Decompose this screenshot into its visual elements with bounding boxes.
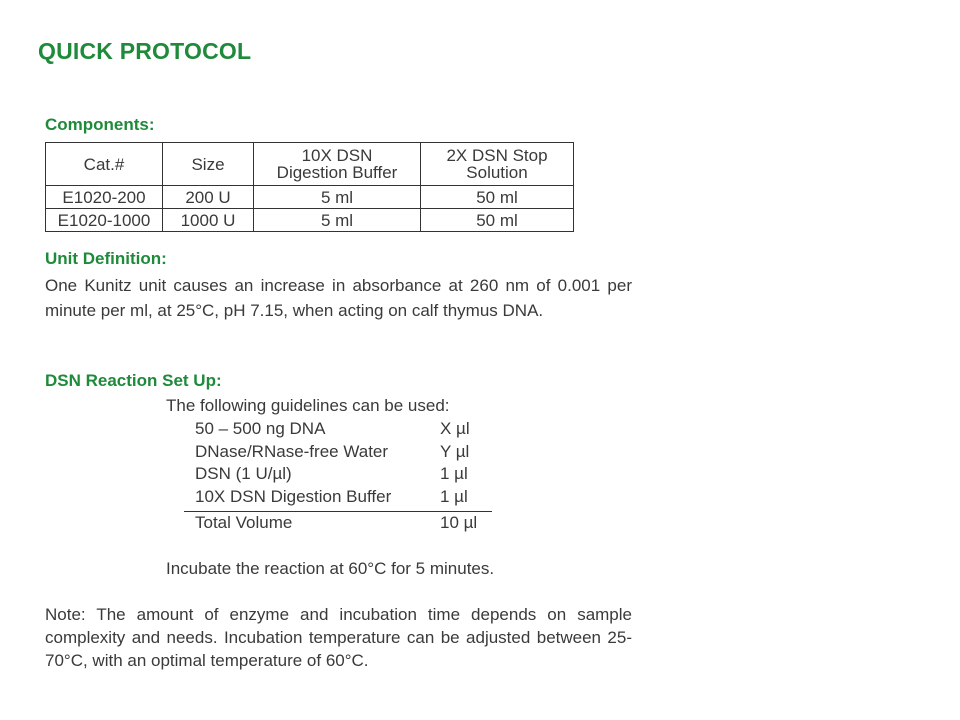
header-size: Size (163, 143, 254, 186)
recipe-amount: 1 µl (440, 486, 468, 506)
recipe-row (184, 419, 492, 442)
recipe-total-row (184, 513, 492, 535)
recipe-amount: X µl (440, 419, 470, 438)
recipe-item: DSN (1 U/µl) (195, 464, 292, 483)
recipe-row (184, 487, 492, 510)
note-text: Note: The amount of enzyme and incubation time depends on sample complexity and needs. Incubation temperature can be adjusted between 25-70°C, with an optimal temperature of 60°C. (45, 605, 632, 670)
table-row (46, 209, 574, 232)
header-stop: 2X DSN Stop Solution (421, 143, 574, 186)
reaction-recipe (184, 419, 492, 535)
table-row (46, 186, 574, 209)
incubation-instruction: Incubate the reaction at 60°C for 5 minutes. (166, 559, 495, 578)
table-header-row (46, 143, 574, 186)
cell-size: 1000 U (163, 209, 254, 232)
header-cat: Cat.# (46, 143, 163, 186)
total-label: Total Volume (195, 513, 293, 532)
page-title: QUICK PROTOCOL (38, 38, 252, 64)
cell-buffer: 5 ml (254, 186, 421, 209)
total-divider (184, 511, 492, 512)
cell-cat: E1020-200 (46, 186, 163, 209)
recipe-amount: Y µl (440, 441, 470, 461)
unit-definition-text: One Kunitz unit causes an increase in absorbance at 260 nm of 0.001 per minute per ml, at 25°C, pH 7.15, when acting on calf thymus DNA. (45, 276, 632, 320)
recipe-row (184, 464, 492, 487)
reaction-heading: DSN Reaction Set Up: (45, 371, 222, 390)
total-amount: 10 µl (440, 513, 478, 532)
recipe-item: DNase/RNase-free Water (195, 441, 389, 461)
header-buffer: 10X DSN Digestion Buffer (254, 143, 421, 186)
components-table (45, 142, 574, 232)
recipe-row (184, 442, 492, 465)
cell-stop: 50 ml (421, 186, 574, 209)
guidelines-intro: The following guidelines can be used: (166, 396, 450, 415)
cell-cat: E1020-1000 (46, 209, 163, 232)
recipe-item: 10X DSN Digestion Buffer (195, 486, 392, 506)
components-heading: Components: (45, 115, 155, 134)
recipe-item: 50 – 500 ng DNA (195, 419, 326, 438)
cell-stop: 50 ml (421, 209, 574, 232)
unit-definition-heading: Unit Definition: (45, 249, 167, 268)
cell-size: 200 U (163, 186, 254, 209)
recipe-amount: 1 µl (440, 464, 468, 483)
cell-buffer: 5 ml (254, 209, 421, 232)
